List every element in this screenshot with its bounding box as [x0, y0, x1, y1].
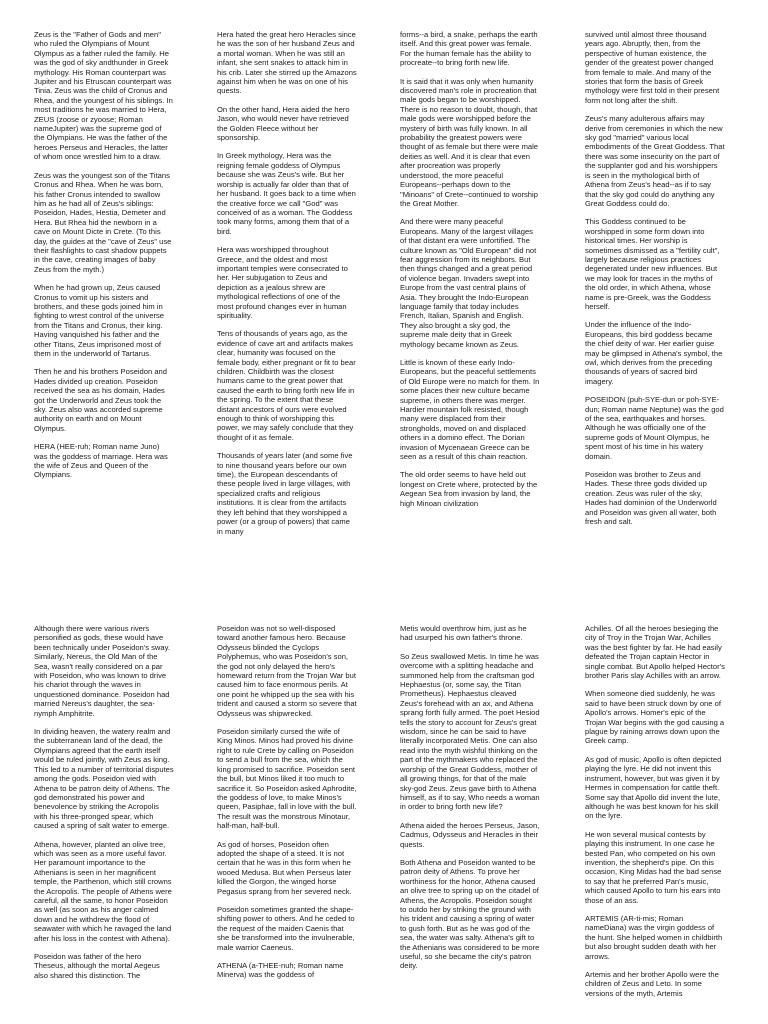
paragraph: Artemis and her brother Apollo were the children of Zeus and Leto. In some versions of the myth, Artemis	[585, 970, 719, 998]
paragraph: On the other hand, Hera aided the hero Jason, who would never have retrieved the Golden Fleece without her sponsorship.	[217, 104, 350, 143]
column-1	[34, 624, 174, 989]
paragraph: Poseidon was brother to Zeus and Hades. These three gods divided up creation. Zeus was ruler of the sky, Hades had dominion of the Underworld and Poseidon was given all water, both fresh and salt.	[585, 470, 717, 527]
paragraph: As god of music, Apollo is often depicted playing the lyre. He did not invent this instrument, however, but was given it by Hermes in compensation for cattle theft. Some say that Apollo did invent the lute, although he was best known for his skill on the lyre.	[585, 754, 722, 821]
paragraph: Then he and his brothers Poseidon and Hades divided up creation. Poseidon received the sea as his domain, Hades got the Underworld and Zeus took the sky. Zeus also was accorded supreme authority on earth and on Mount Olympus.	[34, 367, 167, 433]
paragraph: And there were many peaceful Europeans. Many of the largest villages of that distant era were unfortified. The culture known as "Old European" did not fear aggression from its neighbors. But then things changed and a great period of violence began. Invaders swept into Europe from the vast central plains of Asia. They brought the Indo-European language family that today includes French, Italian, Spanish and English. They also brought a sky god, the supreme male deity that in Greek mythology became known as Zeus.	[400, 217, 537, 349]
paragraph: In Greek mythology, Hera was the reigning female goddess of Olympus because she was Zeus's wife. But her worship is actually far older than that of her husband. It goes back to a time when the creative force we call "God" was conceived of as a woman. The Goddess took many forms, among them that of a bird.	[217, 151, 356, 236]
paragraph: Metis would overthrow him, just as he had usurped his own father's throne.	[400, 624, 527, 643]
paragraph: Poseidon was father of the hero Theseus, although the mortal Aegeus also shared this distinction. The	[34, 952, 160, 980]
page-bottom	[0, 624, 768, 1024]
column-1	[34, 30, 174, 489]
column-4	[585, 30, 725, 536]
paragraph: It is said that it was only when humanity discovered man's role in procreation that male gods began to be worshipped. There is no reason to doubt, though, that male gods were worshipped before the mystery of birth was fully known. In all probability the greatest powers were thought of as female but there were male deities as well. And it is clear that even after procreation was properly understood, the more peaceful Europeans--perhaps down to the "Minoans" of Crete--continued to worship the Great Mother.	[400, 76, 539, 208]
paragraph: In dividing heaven, the watery realm and the subterranean land of the dead, the Olympians agreed that the earth itself would be ruled jointly, with Zeus as king. This led to a number of territorial disputes among the gods. Poseidon vied with Athena to be patron deity of Athens. The god demonstrated his power and benevolence by striking the Acropolis with his three-pronged spear, which caused a spring of salt water to emerge.	[34, 727, 174, 831]
paragraph: Zeus is the "Father of Gods and men" who ruled the Olympians of Mount Olympus as a father ruled the family. He was the god of sky andthunder in Greek mythology. His Roman counterpart was Jupiter and his Etruscan counterpart was Tinia. Zeus was the child of Cronus and Rhea, and the youngest of his siblings. In most traditions he was married to Hera, ZEUS (zoose or zyoose; Roman nameJupiter) was the supreme god of the Olympians. He was the father of the heroes Perseus and Heracles, the latter of whom once wrestled him to a draw.	[34, 30, 173, 162]
paragraph: survived until almost three thousand years ago. Abruptly, then, from the perspective of human existence, the gender of the greatest power changed from female to male. And many of the stories that form the basis of Greek mythology were first told in their present form not long after the shift.	[585, 30, 720, 105]
paragraph: Achilles. Of all the heroes besieging the city of Troy in the Trojan War, Achilles was the best fighter by far. He had easily defeated the Trojan captain Hector in single combat. But Apollo helped Hector's brother Paris slay Achilles with an arrow.	[585, 624, 725, 681]
paragraph: The old order seems to have held out longest on Crete where, protected by the Aegean Sea from invasion by land, the high Minoan civilization	[400, 470, 538, 508]
paragraph: Little is known of these early Indo-Europeans, but the peaceful settlements of Old Europe were no match for them. In some places their new culture became supreme, in others there was merger. Hardier mountain folk resisted, though many were displaced from their strongholds, moved on and displaced others in a domino effect. The Dorian invasion of Mycenaean Greece can be seen as a result of this chain reaction.	[400, 358, 540, 462]
page-top	[0, 30, 768, 590]
paragraph: As god of horses, Poseidon often adopted the shape of a steed. It is not certain that he was in this form when he wooed Medusa. But when Perseus later killed the Gorgon, the winged horse Pegasus sprang from her severed neck.	[217, 839, 352, 896]
paragraph: HERA (HEE-ruh; Roman name Juno) was the goddess of marriage. Hera was the wife of Zeus and Queen of the Olympians.	[34, 442, 168, 480]
paragraph: When someone died suddenly, he was said to have been struck down by one of Apollo's arrows. Homer's epic of the Trojan War begins with the god causing a plague by raining arrows down upon the Greek camp.	[585, 689, 725, 746]
paragraph: Although there were various rivers personified as gods, these would have been technically under Poseidon's sway. Similarly, Nereus, the Old Man of the Sea, wasn't really considered on a par with Poseidon, who was known to drive his chariot through the waves in unquestioned dominance. Poseidon had married Nereus's daughter, the sea-nymph Amphitrite.	[34, 624, 170, 718]
paragraph: This Goddess continued to be worshipped in some form down into historical times. Her worship is sometimes dismissed as a "fertility cult", largely because religious practices degenerated under new influences. But we may look for traces in the myths of the old order, in which Athena, whose name is pre-Greek, was the Goddess herself.	[585, 217, 720, 311]
paragraph: Athena, however, planted an olive tree, which was seen as a more useful favor. Her paramount importance to the Athenians is seen in her magnificent temple, the Parthenon, which still crowns the Acropolis. The people of Athens were careful, all the same, to honor Poseidon as well (as soon as his anger calmed down and he withdrew the flood of seawater with which he ravaged the land after his loss in the contest with Athena).	[34, 839, 172, 943]
paragraph: Zeus's many adulterous affairs may derive from ceremonies in which the new sky god "married" various local embodiments of the Great Goddess. That there was some insecurity on the part of the supplanter god and his worshippers is seen in the mythological birth of Athena from Zeus's head--as if to say that the sky god could do anything any Great Goddess could do.	[585, 114, 725, 208]
paragraph: Poseidon similarly cursed the wife of King Minos. Minos had proved his divine right to rule Crete by calling on Poseidon to send a bull from the sea, which the king promised to sacrifice. Poseidon sent the bull, but Minos liked it too much to sacrifice it. So Poseidon asked Aphrodite, the goddess of love, to make Minos's queen, Pasiphae, fall in love with the bull. The result was the monstrous Minotaur, half-man, half-bull.	[217, 727, 357, 831]
paragraph: So Zeus swallowed Metis. In time he was overcome with a splitting headache and summoned help from the craftsman god Hephaestus (or, some say, the Titan Prometheus). Hephaestus cleaved Zeus's forehead with an ax, and Athena sprang forth fully armed. The poet Hesiod tells the story to account for Zeus's great wisdom, since he can be said to have literally incorporated Metis. One can also read into the myth wishful thinking on the part of the mythmakers who replaced the worship of the Great Goddess, mother of all growing things, for that of the male sky-god Zeus. Zeus gave birth to Athena himself, as if to say, Who needs a woman in order to bring forth new life?	[400, 651, 540, 812]
paragraph: POSEIDON (puh-SYE-dun or poh-SYE-dun; Roman name Neptune) was the god of the sea, earthquakes and horses. Although he was officially one of the supreme gods of Mount Olympus, he spent most of his time in his watery domain.	[585, 395, 724, 461]
column-3	[400, 30, 540, 517]
column-2	[217, 30, 357, 545]
paragraph: forms--a bird, a snake, perhaps the earth itself. And this great power was female. For the human female has the ability to procreate--to bring forth new life.	[400, 30, 538, 68]
paragraph: Poseidon sometimes granted the shape-shifting power to others. And he ceded to the request of the maiden Caenis that she be transformed into the invulnerable, male warrior Caeneus.	[217, 904, 355, 952]
paragraph: Under the influence of the Indo-Europeans, this bird goddess became the chief deity of war. Her earlier guise may be glimpsed in Athena's symbol, the owl, which derives from the preceding thousands of years of sacred bird imagery.	[585, 320, 723, 386]
paragraph: When he had grown up, Zeus caused Cronus to vomit up his sisters and brothers, and these gods joined him in fighting to wrest control of the universe from the Titans and Cronus, their king. Having vanquished his father and the other Titans, Zeus imprisoned most of them in the underworld of Tartarus.	[34, 283, 165, 358]
paragraph: Poseidon was not so well-disposed toward another famous hero. Because Odysseus blinded the Cyclops Polyphemus, who was Poseidon's son, the god not only delayed the hero's homeward return from the Trojan War but caused him to face enormous perils. At one point he whipped up the sea with his trident and caused a storm so severe that Odysseus was shipwrecked.	[217, 624, 357, 718]
column-3	[400, 624, 540, 980]
paragraph: Hera was worshipped throughout Greece, and the oldest and most important temples were consecrated to her. Her subjugation to Zeus and depiction as a jealous shrew are mythological reflections of one of the most profound changes ever in human spirituality.	[217, 245, 348, 320]
paragraph: ATHENA (a-THEE-nuh; Roman name Minerva) was the goddess of	[217, 961, 344, 980]
paragraph: Tens of thousands of years ago, as the evidence of cave art and artifacts makes clear, humanity was focused on the female body, either pregnant or fit to bear children. Childbirth was the closest humans came to the great power that caused the earth to bring forth new life in the spring. To the extent that these distant ancestors of ours were evolved enough to think of worshipping this power, we may safely conclude that they thought of it as female.	[217, 329, 356, 442]
paragraph: Both Athena and Poseidon wanted to be patron deity of Athens. To prove her worthiness for the honor, Athena caused an olive tree to spring up on the citadel of Athens, the Acropolis. Poseidon sought to outdo her by striking the ground with his trident and causing a spring of water to gush forth. But as he was god of the sea, the water was salty. Athena's gift to the Athenians was considered to be more useful, so she became the city's patron deity.	[400, 857, 540, 971]
paragraph: Thousands of years later (and some five to nine thousand years before our own time), the European descendants of these people lived in large villages, with specialized crafts and religious institutions. It is clear from the artifacts they left behind that they worshipped a power (or a group of powers) that came in many	[217, 451, 353, 536]
paragraph: Athena aided the heroes Perseus, Jason, Cadmus, Odysseus and Heracles in their quests.	[400, 820, 540, 849]
paragraph: Hera hated the great hero Heracles since he was the son of her husband Zeus and a mortal woman. When he was still an infant, she sent snakes to attack him in his crib. Later she stirred up the Amazons against him when he was on one of his quests.	[217, 30, 357, 96]
column-4	[585, 624, 725, 1007]
paragraph: Zeus was the youngest son of the Titans Cronus and Rhea. When he was born, his father Cronus intended to swallow him as he had all of Zeus's siblings: Poseidon, Hades, Hestia, Demeter and Hera. But Rhea hid the newborn in a cave on Mount Dicte in Crete. (To this day, the guides at the "cave of Zeus" use their flashlights to cast shadow puppets in the cave, creating images of baby Zeus from the myth.)	[34, 170, 172, 274]
column-2	[217, 624, 357, 989]
paragraph: He won several musical contests by playing this instrument. In one case he bested Pan, who competed on his own invention, the shepherd's pipe. On this occasion, King Midas had the bad sense to say that he preferred Pan's music, which caused Apollo to turn his ears into those of an ass.	[585, 829, 722, 905]
paragraph: ARTEMIS (AR-ti-mis; Roman nameDiana) was the virgin goddess of the hunt. She helped women in childbirth but also brought sudden death with her arrows.	[585, 913, 723, 961]
